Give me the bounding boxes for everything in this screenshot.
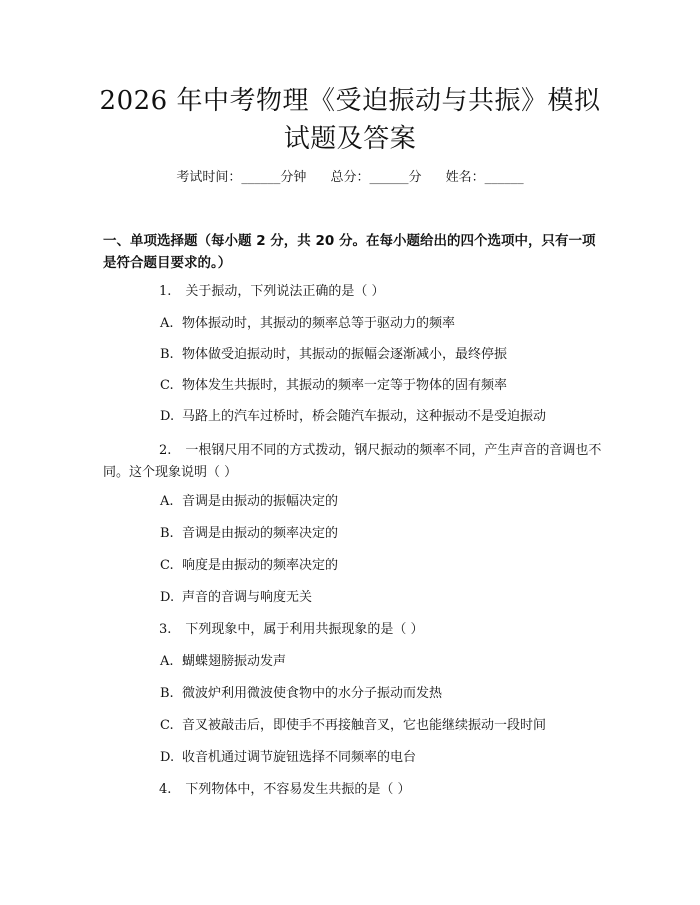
option-text: 声音的音调与响度无关 (182, 590, 313, 605)
option-letter: D. (160, 590, 175, 605)
option-letter: B. (160, 347, 174, 362)
option-text: 物体发生共振时，其振动的频率一定等于物体的固有频率 (182, 378, 508, 393)
question-3-stem (103, 620, 603, 640)
question-text: 下列物体中，不容易发生共振的是（ ） (185, 782, 411, 797)
exam-meta (0, 168, 700, 188)
option-letter: B. (160, 526, 174, 541)
option-letter: C. (160, 558, 174, 573)
option-letter: B. (160, 686, 174, 701)
question-number: 4. (159, 782, 172, 797)
question-1-option-a (160, 314, 610, 334)
student-name-field: 姓名：______ (445, 170, 524, 185)
option-letter: A. (160, 316, 174, 331)
option-text: 音调是由振动的振幅决定的 (182, 494, 339, 509)
question-number: 1. (159, 284, 172, 299)
question-2-option-c (160, 556, 610, 576)
question-2-stem (103, 440, 603, 484)
option-text: 蝴蝶翅膀振动发声 (182, 654, 287, 669)
question-1-stem (103, 282, 603, 302)
question-2-option-b (160, 524, 610, 544)
question-2-option-a (160, 492, 610, 512)
option-text: 收音机通过调节旋钮选择不同频率的电台 (182, 750, 417, 765)
option-letter: D. (160, 409, 175, 424)
section-heading: 一、单项选择题（每小题 2 分，共 20 分。在每小题给出的四个选项中，只有一项是符合题目要求的。） (103, 233, 596, 271)
option-letter: A. (160, 654, 174, 669)
question-3-option-b (160, 684, 610, 704)
option-letter: C. (160, 718, 174, 733)
question-3-option-d (160, 748, 610, 768)
option-letter: D. (160, 750, 175, 765)
question-1-option-b (160, 345, 610, 365)
question-text: 关于振动，下列说法正确的是（ ） (185, 284, 385, 299)
question-number: 3. (159, 622, 172, 637)
question-text: 一根钢尺用不同的方式拨动，钢尺振动的频率不同，产生声音的音调也不同。这个现象说明（ ） (103, 443, 602, 480)
question-4-stem (103, 780, 603, 800)
question-3-option-a (160, 652, 610, 672)
option-text: 物体振动时，其振动的频率总等于驱动力的频率 (182, 316, 456, 331)
option-letter: C. (160, 378, 174, 393)
option-text: 马路上的汽车过桥时，桥会随汽车振动，这种振动不是受迫振动 (182, 409, 547, 424)
exam-time-field: 考试时间：______分钟 (176, 170, 307, 185)
question-1-option-c (160, 376, 610, 396)
page-title: 2026 年中考物理《受迫振动与共振》模拟试题及答案 (99, 86, 601, 154)
option-text: 微波炉利用微波使食物中的水分子振动而发热 (182, 686, 443, 701)
option-text: 音调是由振动的频率决定的 (182, 526, 339, 541)
option-text: 物体做受迫振动时，其振动的振幅会逐渐减小，最终停振 (182, 347, 508, 362)
question-number: 2. (159, 443, 172, 458)
option-letter: A. (160, 494, 174, 509)
question-3-option-c (160, 716, 610, 736)
question-text: 下列现象中，属于利用共振现象的是（ ） (185, 622, 424, 637)
question-1-option-d (160, 407, 610, 427)
question-2-option-d (160, 588, 610, 608)
option-text: 音叉被敲击后，即使手不再接触音叉，它也能继续振动一段时间 (182, 718, 547, 733)
option-text: 响度是由振动的频率决定的 (182, 558, 339, 573)
total-score-field: 总分：______分 (330, 170, 422, 185)
